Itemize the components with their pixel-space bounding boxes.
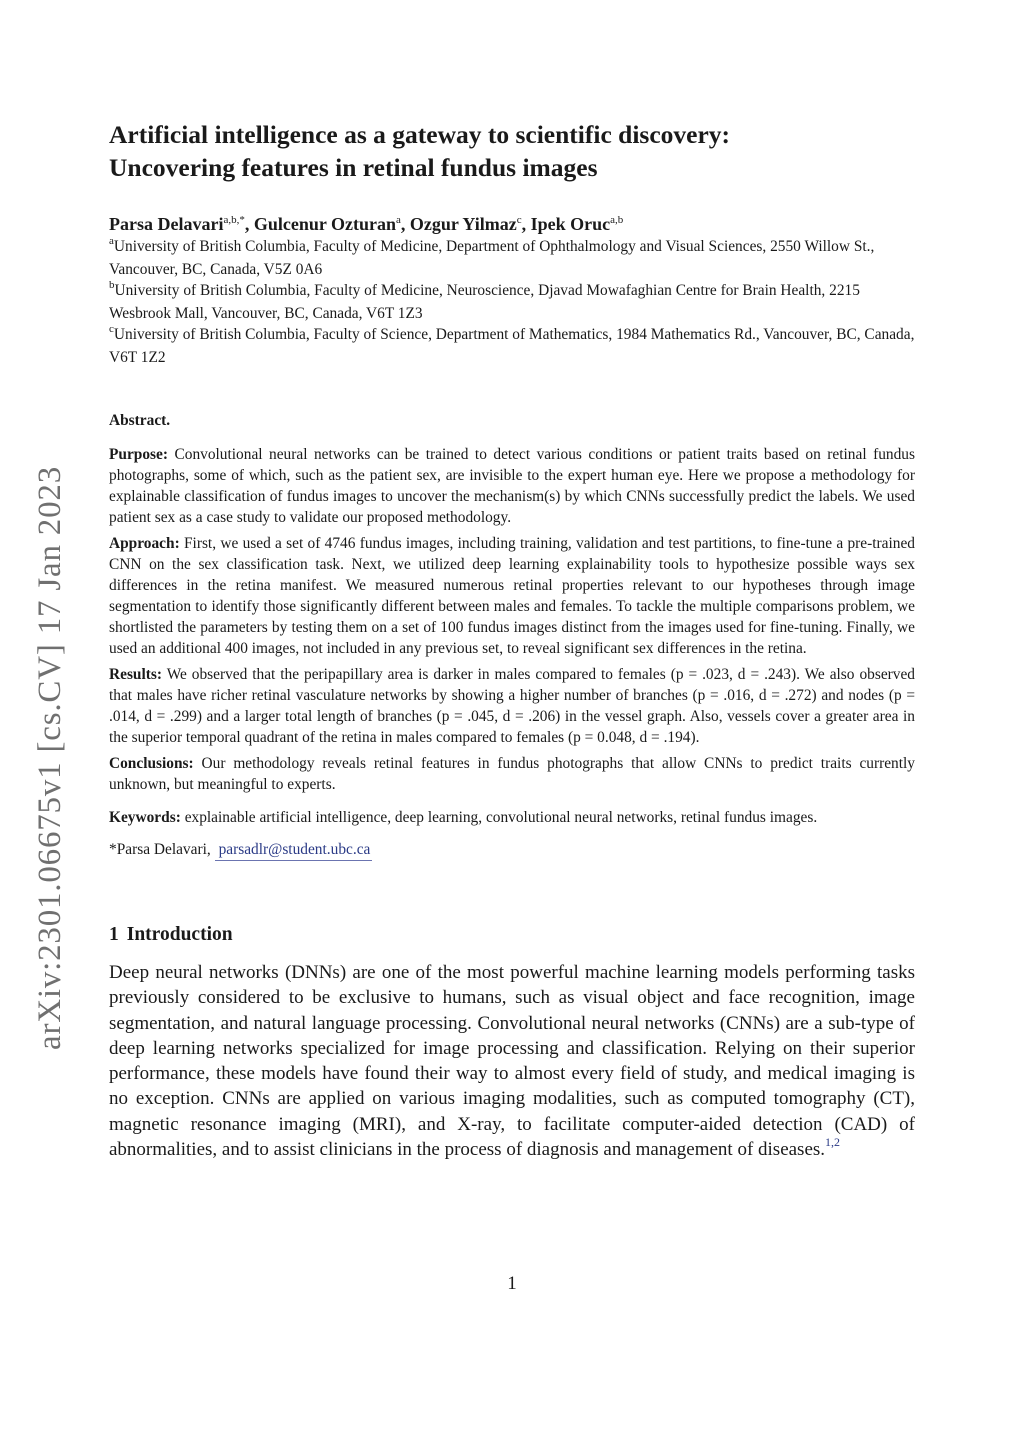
introduction-section [109, 922, 915, 1164]
affiliation: $^a$University of British Columbia, Faculty of Medicine, Department of Ophthalmology and Visual Sciences, 2550 Willow St., Vancouver, BC, Canada, V5Z 0A6 [109, 235, 875, 278]
author: Ipek Oruc$^{a,b}$ [530, 214, 624, 234]
affiliation: $^c$University of British Columbia, Faculty of Science, Department of Mathematics, 1984 Mathematics Rd., Vancouver, BC, Canada, V6T 1Z2 [109, 323, 915, 366]
author-affil-sup: a,b,* [223, 214, 245, 226]
title-line-2: Uncovering features in retinal fundus images [109, 153, 598, 182]
citation-link[interactable]: 1,2 [825, 1135, 841, 1150]
page-number: 1 [507, 1273, 517, 1294]
paper-title [109, 118, 915, 184]
section-heading: 1 Introduction [109, 924, 233, 945]
arxiv-identifier [28, 455, 68, 1050]
abstract [109, 410, 915, 860]
author-affil-sup: c [516, 214, 522, 226]
keywords: Keywords: explainable artificial intelligence, deep learning, convolutional neural networks, retinal fundus images. [109, 809, 818, 826]
abstract-conclusions: Conclusions: Our methodology reveals retinal features in fundus photographs that allow CNNs to predict traits currently unknown, but meaningful to experts. [109, 755, 915, 793]
affiliation-list [109, 236, 915, 368]
title-line-1: Artificial intelligence as a gateway to scientific discovery: [109, 120, 731, 149]
author-affil-sup: a,b [610, 214, 624, 226]
author: Parsa Delavari$^{a,b,*}$, [109, 214, 254, 234]
abstract-results: Results: We observed that the peripapillary area is darker in males compared to females (p = .023, d = .243). We also observed that males have richer retinal vasculature networks by showing a higher number of branches (p = .016, d = .272) and nodes (p = .014, d = .299) and a larger total length of branches (p = .045, d = .206) in the vessel graph. Also, vessels cover a greater area in the superior temporal quadrant of the retina in males compared to females (p = 0.048, d = .194). [109, 666, 915, 746]
abstract-purpose: Purpose: Convolutional neural networks can be trained to detect various conditions or patient traits based on retinal fundus photographs, some of which, such as the patient sex, are invisible to the expert human eye. Here we propose a methodology for explainable classification of fundus images to uncover the mechanism(s) by which CNNs successfully predict the labels. We used patient sex as a case study to validate our proposed methodology. [109, 446, 915, 526]
corresponding-author: *Parsa Delavari, parsadlr@student.ubc.ca [109, 839, 915, 860]
author-list [109, 212, 915, 239]
affiliation: $^b$University of British Columbia, Faculty of Medicine, Neuroscience, Djavad Mowafaghian Centre for Brain Health, 2215 Wesbrook Mall, Vancouver, BC, Canada, V6T 1Z3 [109, 279, 860, 322]
author: Gulcenur Ozturan$^a$, [253, 214, 410, 234]
section-body: Deep neural networks (DNNs) are one of the most powerful machine learning models performing tasks previously considered to be exclusive to humans, such as visual object and face recognition, image segmentation, and natural language processing. Convolutional neural networks (CNNs) are a sub-type of deep learning networks specialized for image processing and classification. Relying on their superior performance, these models have found their way to almost every field of study, and medical imaging is no exception. CNNs are applied on various imaging modalities, such as computed tomography (CT), magnetic resonance imaging (MRI), and X-ray, to facilitate computer-aided detection (CAD) of abnormalities, and to assist clinicians in the process of diagnosis and management of diseases.$^{1,2}$ [109, 962, 915, 1161]
author: Ozgur Yilmaz$^c$, [409, 214, 531, 234]
author-affil-sup: a [396, 214, 401, 226]
abstract-approach: Approach: First, we used a set of 4746 fundus images, including training, validation and test partitions, to fine-tune a pre-trained CNN on the sex classification task. Next, we utilized deep learning explainability tools to hypothesize possible ways sex differences in the retina manifest. We measured numerous retinal properties relevant to our hypotheses through image segmentation to identify those significantly different between males and females. To tackle the multiple comparisons problem, we shortlisted the parameters by testing them on a set of 100 fundus images distinct from the images used for fine-tuning. Finally, we used an additional 400 images, not included in any previous set, to reveal significant sex differences in the retina. [109, 535, 915, 657]
abstract-heading: Abstract. [109, 412, 171, 429]
arxiv-identifier-text: arXiv:2301.06675v1 [cs.CV] 17 Jan 2023 [32, 465, 68, 1050]
email-link[interactable]: parsadlr@student.ubc.ca [215, 841, 373, 861]
